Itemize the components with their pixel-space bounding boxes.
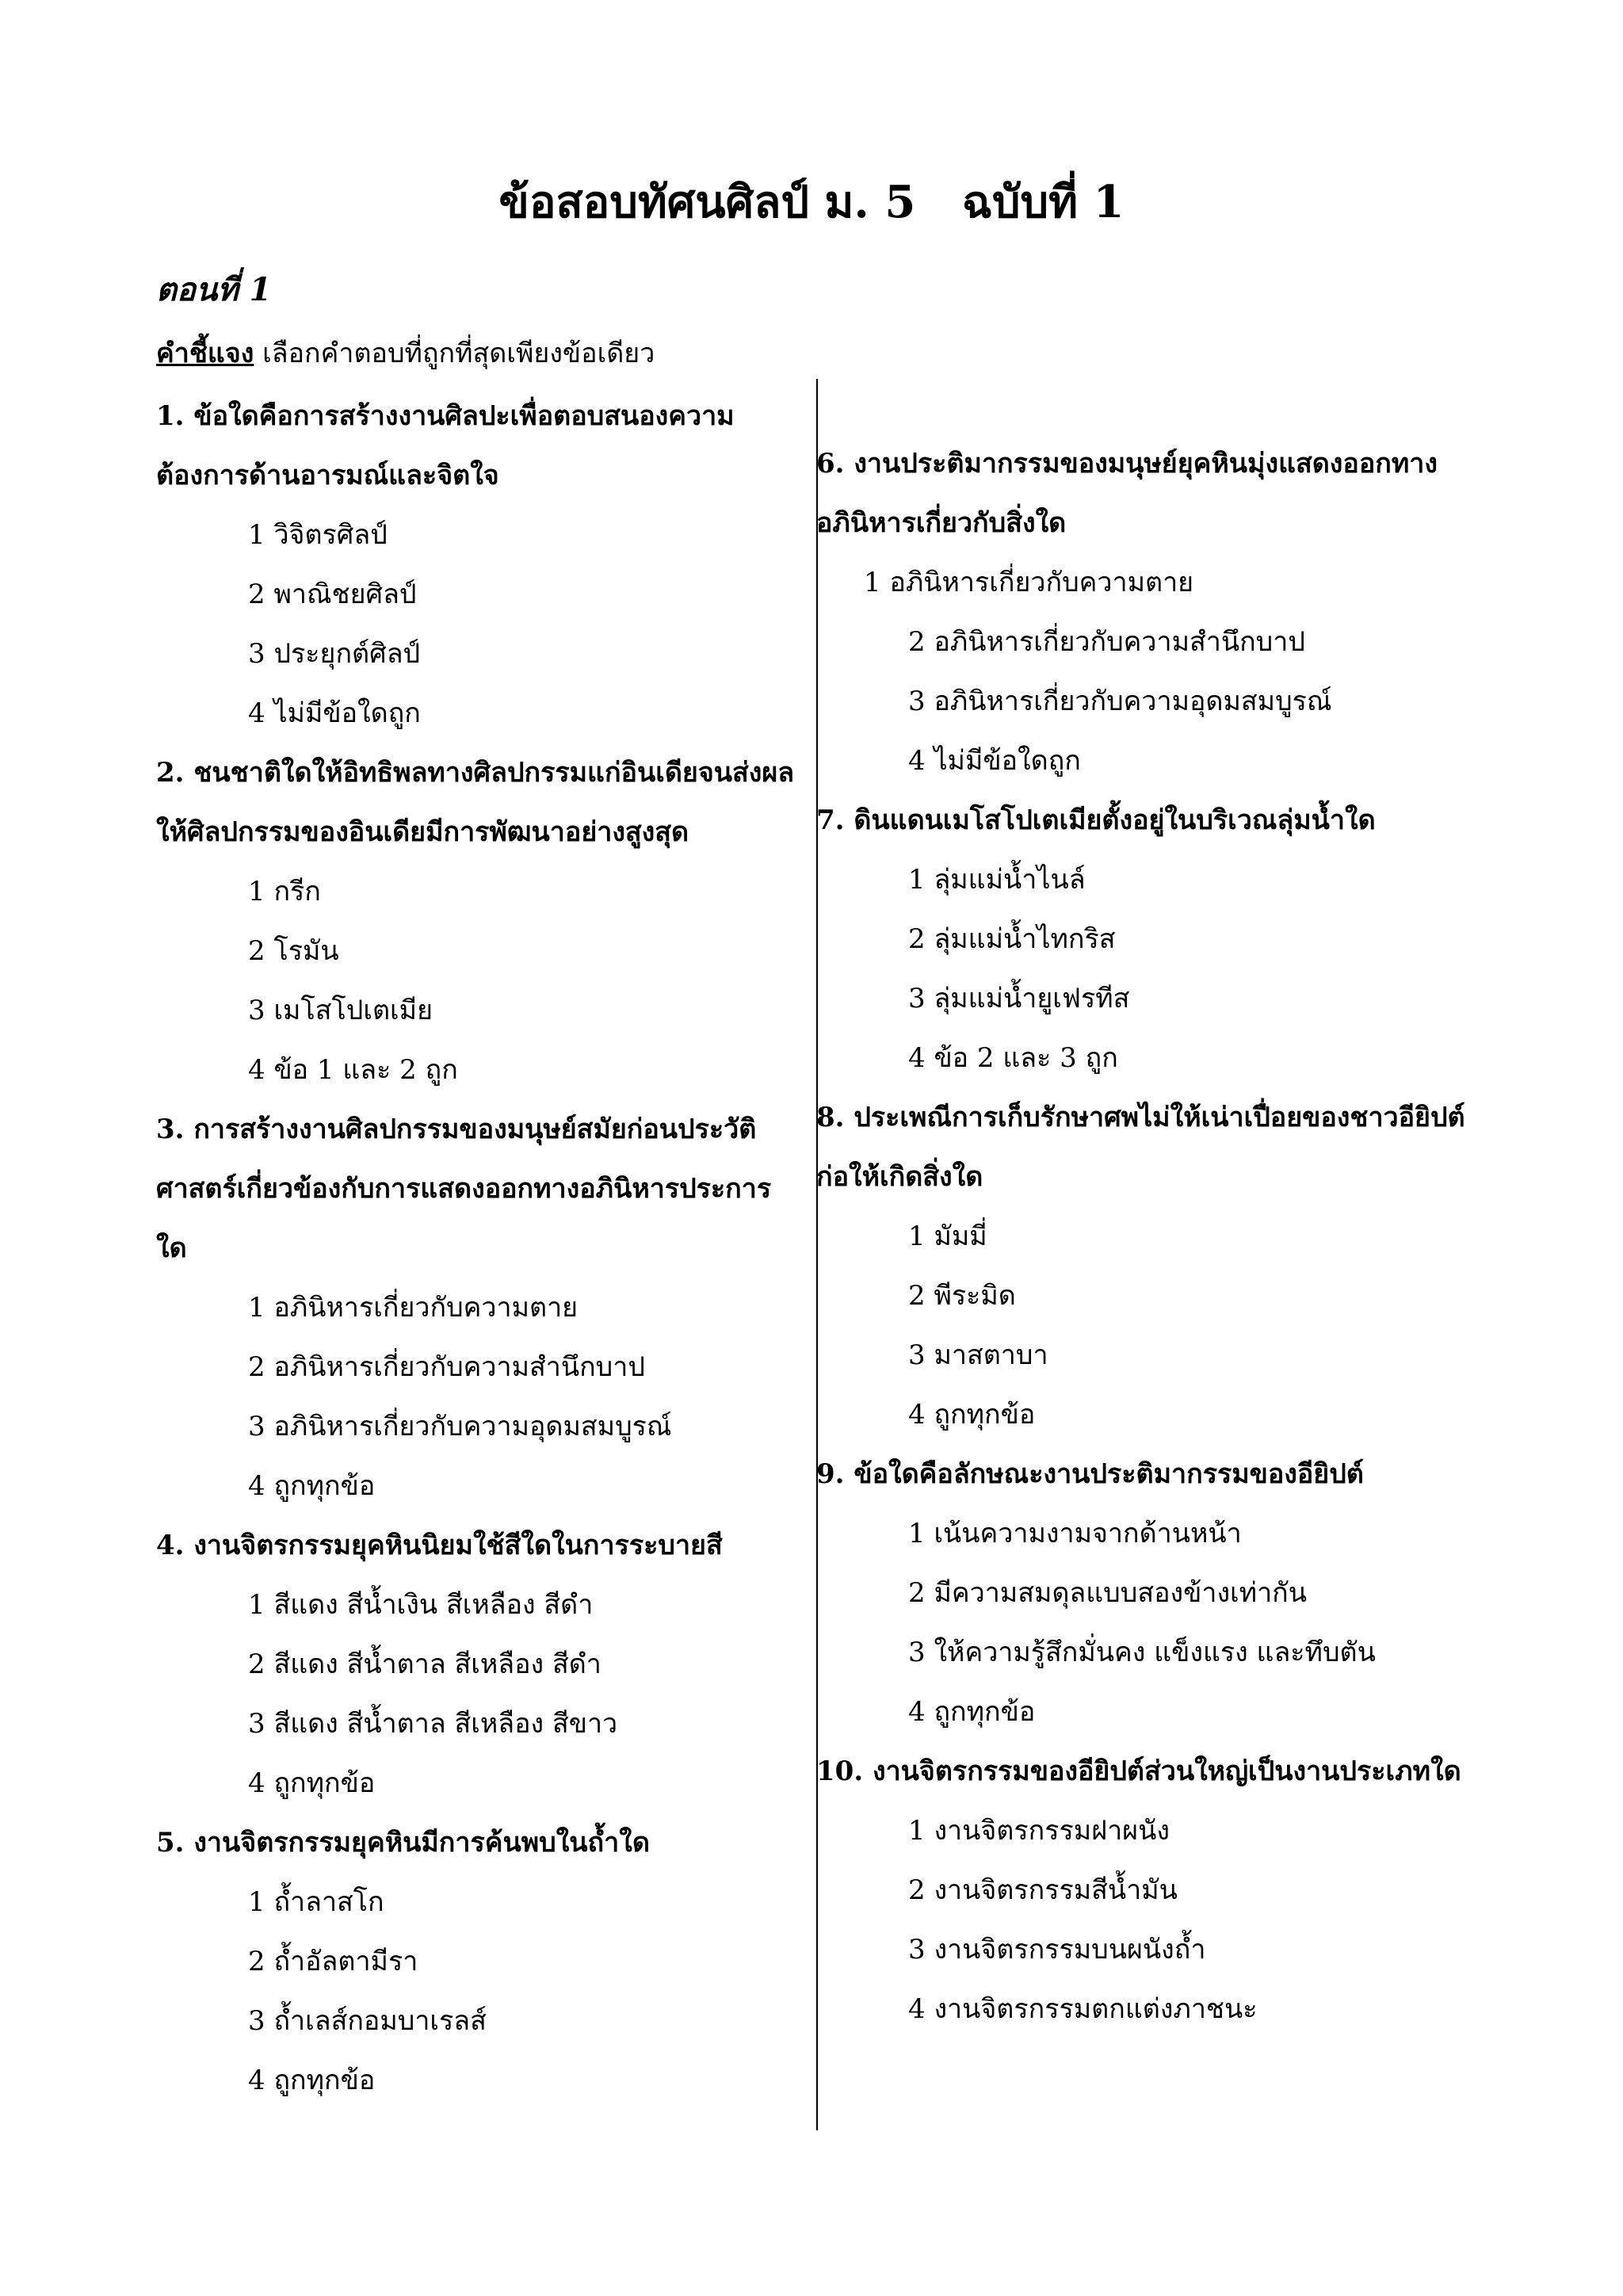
question-2 — [156, 743, 798, 1100]
question-text: ศาสตร์เกี่ยวข้องกับการแสดงออกทางอภินิหารประการ — [156, 1173, 772, 1205]
question-4 — [156, 1516, 798, 1813]
answer-option: 1 งานจิตรกรรมฝาผนัง — [908, 1815, 1170, 1847]
question-text: ให้ศิลปกรรมของอินเดียมีการพัฒนาอย่างสูงสุด — [156, 816, 689, 848]
answer-option: 2 ถ้ำอัลตามีรา — [248, 1946, 418, 1977]
answer-option: 2 พีระมิด — [908, 1280, 1016, 1312]
instructions — [156, 331, 655, 374]
answer-option: 3 งานจิตรกรรมบนผนังถ้ำ — [908, 1934, 1206, 1966]
answer-option: 3 ประยุกต์ศิลป์ — [248, 638, 421, 670]
answer-option: 2 โรมัน — [248, 935, 339, 967]
question-1 — [156, 387, 798, 743]
answer-option: 3 อภินิหารเกี่ยวกับความอุดมสมบูรณ์ — [908, 686, 1332, 717]
right-column — [816, 434, 1490, 2039]
exam-title: ข้อสอบทัศนศิลป์ ม. 5 ฉบับที่ 1 — [498, 176, 1125, 228]
answer-option: 3 เมโสโปเตเมีย — [248, 995, 433, 1026]
answer-option: 1 วิจิตรศิลป์ — [248, 519, 388, 551]
answer-option: 1 อภินิหารเกี่ยวกับความตาย — [864, 567, 1194, 598]
question-8 — [816, 1088, 1490, 1445]
question-3 — [156, 1100, 798, 1516]
question-text: 10. งานจิตรกรรมของอียิปต์ส่วนใหญ่เป็นงานประเภทใด — [816, 1755, 1461, 1787]
answer-option: 4 งานจิตรกรรมตกแต่งภาชนะ — [908, 1993, 1258, 2025]
answer-option: 2 มีความสมดุลแบบสองข้างเท่ากัน — [908, 1577, 1308, 1609]
part-label: ตอนที่ 1 — [156, 271, 272, 308]
answer-option: 3 สีแดง สีน้ำตาล สีเหลือง สีขาว — [248, 1708, 618, 1740]
answer-option: 2 อภินิหารเกี่ยวกับความสำนึกบาป — [908, 626, 1305, 658]
answer-option: 1 ลุ่มแม่น้ำไนล์ — [908, 864, 1086, 896]
answer-option: 2 สีแดง สีน้ำตาล สีเหลือง สีดำ — [248, 1648, 601, 1680]
answer-option: 2 งานจิตรกรรมสีน้ำมัน — [908, 1874, 1178, 1906]
answer-option: 4 ถูกทุกข้อ — [248, 1470, 376, 1502]
question-text: 7. ดินแดนเมโสโปเตเมียตั้งอยู่ในบริเวณลุ่มน้ำใด — [816, 804, 1376, 836]
answer-option: 3 ให้ความรู้สึกมั่นคง แข็งแรง และทึบตัน — [908, 1637, 1376, 1668]
answer-option: 1 กรีก — [248, 876, 321, 907]
answer-option: 2 พาณิชยศิลป์ — [248, 579, 417, 610]
question-text: 3. การสร้างงานศิลปกรรมของมนุษย์สมัยก่อนประวัติ — [156, 1114, 757, 1145]
left-column — [156, 387, 798, 2111]
question-text: 4. งานจิตรกรรมยุคหินนิยมใช้สีใดในการระบายสี — [156, 1530, 723, 1561]
question-6 — [816, 434, 1490, 791]
answer-option: 4 ข้อ 1 และ 2 ถูก — [248, 1054, 458, 1086]
question-5 — [156, 1813, 798, 2111]
answer-option: 1 สีแดง สีน้ำเงิน สีเหลือง สีดำ — [248, 1589, 594, 1621]
question-text: 6. งานประติมากรรมของมนุษย์ยุคหินมุ่งแสดงออกทาง — [816, 448, 1438, 479]
instructions-text: เลือกคำตอบที่ถูกที่สุดเพียงข้อเดียว — [254, 338, 655, 369]
answer-option: 1 ถ้ำลาสโก — [248, 1886, 384, 1918]
answer-option: 3 อภินิหารเกี่ยวกับความอุดมสมบูรณ์ — [248, 1411, 672, 1442]
answer-option: 2 อภินิหารเกี่ยวกับความสำนึกบาป — [248, 1351, 645, 1383]
instructions-label: คำชี้แจง — [156, 338, 254, 369]
answer-option: 2 ลุ่มแม่น้ำไทกริส — [908, 923, 1116, 955]
question-text: ก่อให้เกิดสิ่งใด — [816, 1161, 983, 1193]
question-text: ใด — [156, 1232, 187, 1264]
answer-option: 4 ไม่มีข้อใดถูก — [248, 697, 421, 729]
answer-option: 3 ลุ่มแม่น้ำยูเฟรทีส — [908, 983, 1130, 1014]
answer-option: 3 มาสตาบา — [908, 1339, 1048, 1371]
answer-option: 1 เน้นความงามจากด้านหน้า — [908, 1518, 1242, 1549]
answer-option: 4 ไม่มีข้อใดถูก — [908, 745, 1081, 777]
answer-option: 4 ถูกทุกข้อ — [248, 1767, 376, 1799]
answer-option: 4 ถูกทุกข้อ — [908, 1696, 1036, 1728]
question-text: 1. ข้อใดคือการสร้างงานศิลปะเพื่อตอบสนองความ — [156, 400, 735, 432]
answer-option: 4 ถูกทุกข้อ — [248, 2065, 376, 2096]
answer-option: 1 มัมมี่ — [908, 1221, 987, 1252]
answer-option: 4 ถูกทุกข้อ — [908, 1399, 1036, 1431]
answer-option: 1 อภินิหารเกี่ยวกับความตาย — [248, 1292, 579, 1324]
question-text: 8. ประเพณีการเก็บรักษาศพไม่ให้เน่าเปื่อยของชาวอียิปต์ — [816, 1102, 1465, 1133]
question-7 — [816, 791, 1490, 1088]
answer-option: 4 ข้อ 2 และ 3 ถูก — [908, 1042, 1118, 1074]
question-text: 5. งานจิตรกรรมยุคหินมีการค้นพบในถ้ำใด — [156, 1827, 650, 1859]
question-text: อภินิหารเกี่ยวกับสิ่งใด — [816, 507, 1067, 539]
question-text: ต้องการด้านอารมณ์และจิตใจ — [156, 460, 499, 491]
answer-option: 3 ถ้ำเลส์กอมบาเรลส์ — [248, 2005, 487, 2037]
question-9 — [816, 1445, 1490, 1742]
question-10 — [816, 1742, 1490, 2039]
question-text: 2. ชนชาติใดให้อิทธิพลทางศิลปกรรมแก่อินเดียจนส่งผล — [156, 757, 795, 789]
question-text: 9. ข้อใดคือลักษณะงานประติมากรรมของอียิปต์ — [816, 1458, 1364, 1490]
